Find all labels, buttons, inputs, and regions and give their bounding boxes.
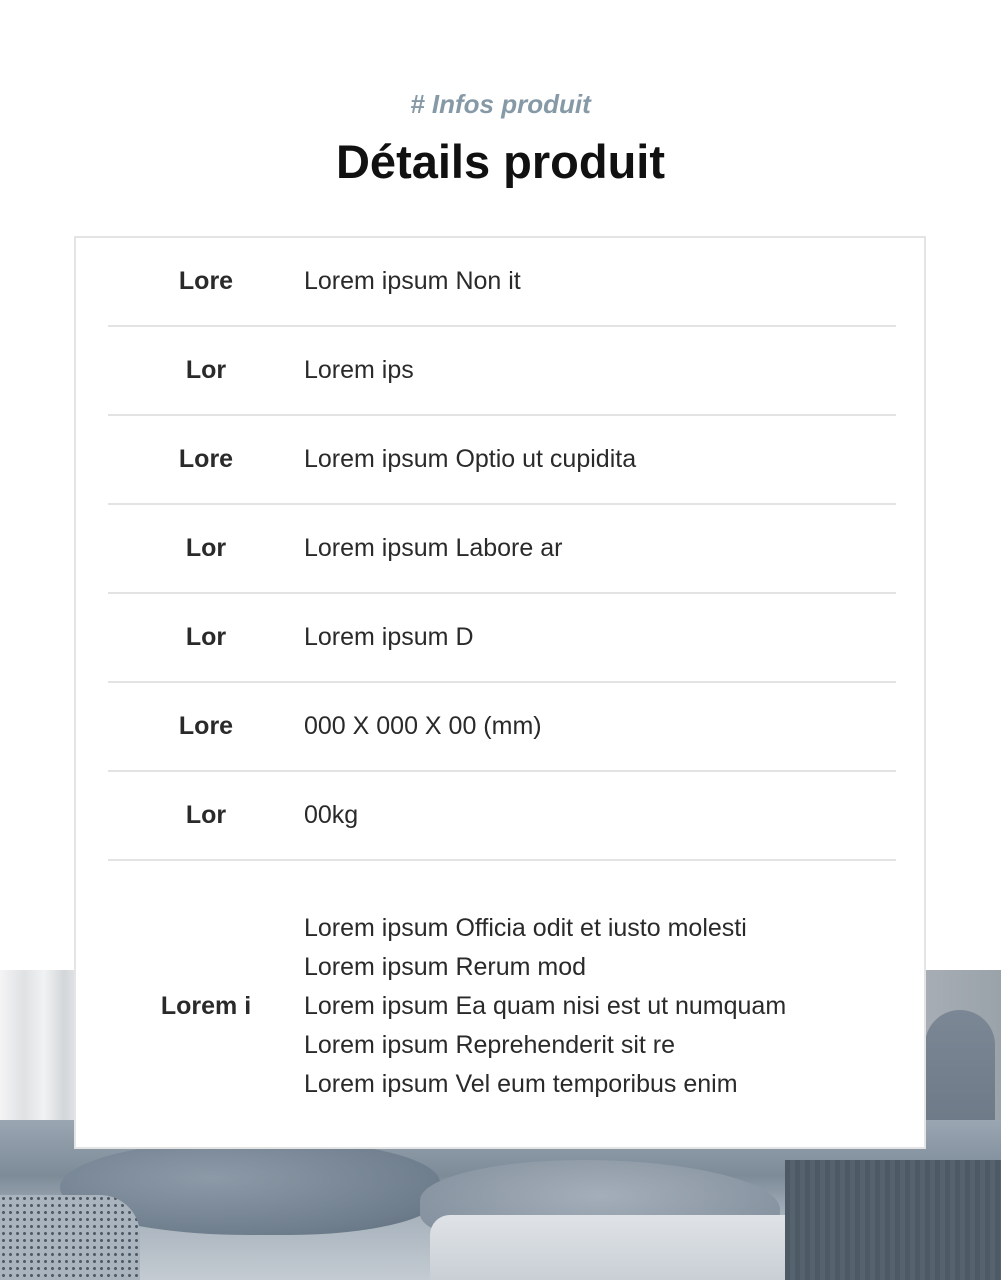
detail-line: Lorem ipsum Officia odit et iusto molesti [304, 913, 747, 942]
spec-row [108, 683, 896, 772]
spec-value: Lorem ipsum Non it [304, 267, 521, 295]
spec-label: Lore [178, 712, 234, 740]
detail-line: Lorem ipsum Rerum mod [304, 952, 587, 981]
product-details-card [74, 236, 926, 1149]
spec-row [108, 327, 896, 416]
spec-value: Lorem ipsum Optio ut cupidita [304, 445, 637, 473]
section-subtitle: # Infos produit [410, 89, 591, 119]
spec-label: Lor [185, 801, 227, 829]
photo-blanket [0, 1195, 140, 1280]
detail-line: Lorem ipsum Vel eum temporibus enim [304, 1069, 738, 1098]
spec-row [108, 416, 896, 505]
spec-row [108, 772, 896, 861]
spec-label: Lore [178, 267, 234, 295]
spec-row-details [108, 861, 896, 1151]
spec-row [108, 505, 896, 594]
spec-label: Lorem i [160, 991, 252, 1020]
photo-nightstand [785, 1160, 1001, 1280]
spec-value: 00kg [304, 801, 359, 829]
spec-row [108, 594, 896, 683]
spec-value-multiline [304, 909, 896, 1104]
spec-value: 000 X 000 X 00 (mm) [304, 712, 542, 740]
detail-line: Lorem ipsum Ea quam nisi est ut numquam [304, 991, 787, 1020]
spec-label: Lor [185, 356, 227, 384]
spec-value: Lorem ipsum Labore ar [304, 534, 563, 562]
specs-table [108, 238, 896, 1151]
spec-label: Lor [185, 534, 227, 562]
spec-label: Lore [178, 445, 234, 473]
spec-value: Lorem ips [304, 356, 414, 384]
spec-row [108, 238, 896, 327]
page-title: Détails produit [335, 135, 666, 188]
spec-value: Lorem ipsum D [304, 623, 474, 651]
detail-line: Lorem ipsum Reprehenderit sit re [304, 1030, 675, 1059]
photo-curtain [0, 970, 80, 1145]
spec-label: Lor [185, 623, 227, 651]
